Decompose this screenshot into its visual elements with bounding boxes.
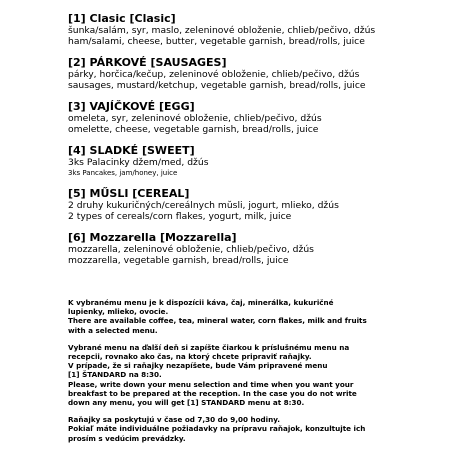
breakfast-menu bbox=[68, 12, 398, 275]
menu-item-4 bbox=[68, 144, 398, 178]
note-line: down any menu, you will get [1] STANDARD menu at 8:30. bbox=[68, 398, 305, 408]
note-line: lupienky, mlieko, ovocie. bbox=[68, 307, 169, 317]
menu-item-1 bbox=[68, 12, 398, 47]
menu-item-title: [3] VAJÍČKOVÉ [EGG] bbox=[68, 100, 195, 113]
note-ordering bbox=[68, 343, 388, 407]
menu-item-en: sausages, mustard/ketchup, vegetable garnish, bread/rolls, juice bbox=[68, 80, 366, 91]
menu-item-en: 3ks Pancakes, jam/honey, juice bbox=[68, 169, 178, 177]
menu-item-en: omelette, cheese, vegetable garnish, bread/rolls, juice bbox=[68, 124, 319, 135]
menu-item-2 bbox=[68, 56, 398, 91]
menu-item-sk: omeleta, syr, zeleninové obloženie, chlieb/pečivo, džús bbox=[68, 113, 322, 124]
note-line: with a selected menu. bbox=[68, 325, 158, 335]
note-line: breakfast to be prepared at the reception. In the case you do not write bbox=[68, 388, 357, 398]
menu-item-sk: 2 druhy kukuričných/cereálnych mŭsli, jogurt, mlieko, džús bbox=[68, 200, 339, 211]
menu-item-title: [4] SLADKÉ [SWEET] bbox=[68, 144, 195, 157]
menu-item-5 bbox=[68, 187, 398, 222]
menu-item-3 bbox=[68, 100, 398, 135]
note-line: There are available coffee, tea, mineral water, corn flakes, milk and fruits bbox=[68, 316, 367, 326]
note-line: Vybrané menu na ďalší deň si zapíšte čiarkou k príslušnému menu na bbox=[68, 342, 350, 352]
menu-item-title: [5] MŰSLI [CEREAL] bbox=[68, 187, 190, 200]
note-line: recepcii, rovnako ako čas, na ktorý chcete pripraviť raňajky. bbox=[68, 352, 312, 362]
menu-item-sk: 3ks Palacinky džem/med, džús bbox=[68, 157, 209, 168]
menu-item-title: [1] Clasic [Clasic] bbox=[68, 12, 176, 25]
menu-item-title: [2] PÁRKOVÉ [SAUSAGES] bbox=[68, 56, 227, 69]
menu-item-en: 2 types of cereals/corn flakes, yogurt, milk, juice bbox=[68, 211, 292, 222]
note-hours bbox=[68, 415, 388, 443]
note-line: Pokiaľ máte individuálne požiadavky na prípravu raňajok, konzultujte ich bbox=[68, 424, 366, 434]
menu-item-en: ham/salami, cheese, butter, vegetable garnish, bread/rolls, juice bbox=[68, 36, 365, 47]
note-line: V prípade, že si raňajky nezapíšete, bude Vám pripravené menu bbox=[68, 361, 328, 371]
note-availability bbox=[68, 298, 388, 335]
note-line: [1] ŠTANDARD na 8:30. bbox=[68, 370, 162, 380]
menu-notes bbox=[68, 298, 388, 451]
menu-item-en: mozzarella, vegetable garnish, bread/rolls, juice bbox=[68, 255, 289, 266]
note-line: Please, write down your menu selection and time when you want your bbox=[68, 379, 354, 389]
note-line: Raňajky sa poskytujú v čase od 7,30 do 9,00 hodiny. bbox=[68, 415, 281, 425]
note-line: K vybranému menu je k dispozícii káva, čaj, minerálka, kukuričné bbox=[68, 298, 334, 307]
menu-item-6 bbox=[68, 231, 398, 266]
menu-item-sk: párky, horčica/kečup, zeleninové obloženie, chlieb/pečivo, džús bbox=[68, 69, 360, 80]
menu-item-sk: mozzarella, zeleninové obloženie, chlieb/pečivo, džús bbox=[68, 244, 314, 255]
menu-item-title: [6] Mozzarella [Mozzarella] bbox=[68, 231, 237, 244]
menu-item-sk: šunka/salám, syr, maslo, zeleninové obloženie, chlieb/pečivo, džús bbox=[68, 25, 376, 36]
note-line: prosím s vedúcim prevádzky. bbox=[68, 433, 186, 443]
